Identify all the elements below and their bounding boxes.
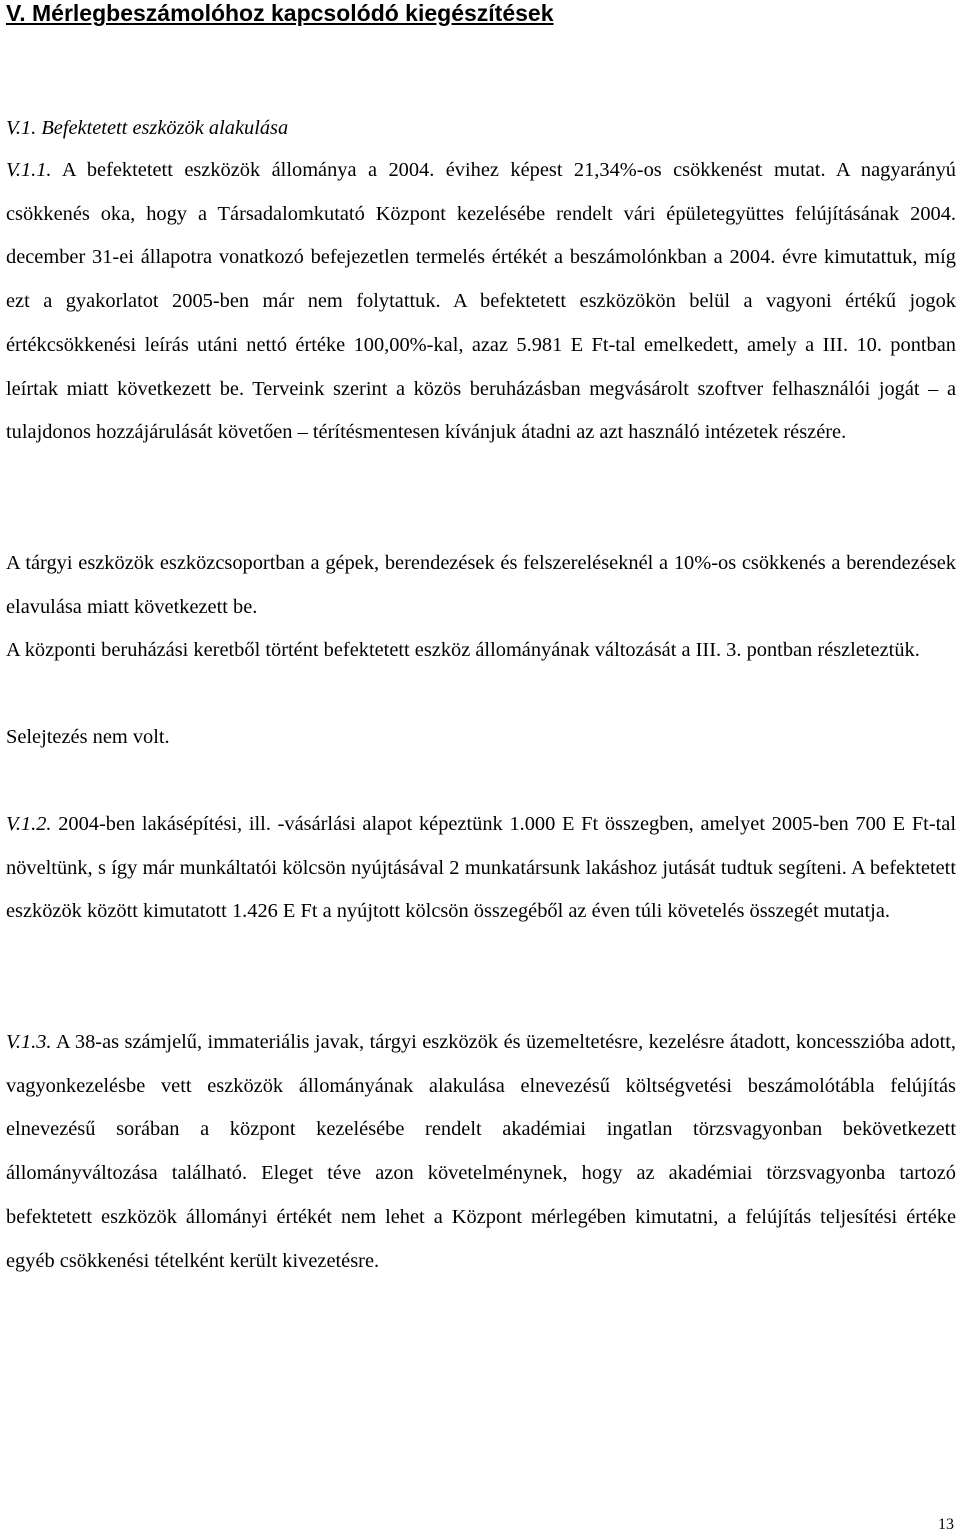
paragraph-text: 2004-ben lakásépítési, ill. -vásárlási alapot képeztünk 1.000 E Ft összegben, amelyet 2005-ben 700 E Ft-tal növeltünk, s így már munkáltatói kölcsön nyújtásával 2 munkatársunk lakáshoz jutását tudtuk segíteni. A befektetett eszközök között kimutatott 1.426 E Ft a nyújtott kölcsön összegéből az éven túli követelés összegét mutatja. — [6, 813, 956, 923]
paragraph-v-1-3 — [6, 1021, 956, 1283]
section-title: V. Mérlegbeszámolóhoz kapcsolódó kiegészítések — [6, 0, 554, 26]
paragraph-text: A tárgyi eszközök eszközcsoportban a gépek, berendezések és felszereléseknél a 10%-os csökkenés a berendezések elavulása miatt következett be. — [6, 552, 956, 618]
paragraph-text: A 38-as számjelű, immateriális javak, tárgyi eszközök és üzemeltetésre, kezelésre átadott, koncesszióba adott, vagyonkezelésbe vett eszközök állományának alakulása elnevezésű költségvetési beszámolótábla felújítás elnevezésű sorában a központ kezelésébe rendelt akadémiai ingatlan törzsvagyonban bekövetkezett állományváltozása található. Eleget téve azon követelménynek, hogy az akadémiai törzsvagyonba tartozó befektetett eszközök állományi értékét nem lehet a Központ mérlegében kimutatni, a felújítás teljesítési értéke egyéb csökkenési tételként került kivezetésre. — [6, 1031, 956, 1272]
paragraph-label: V.1.1. — [6, 159, 52, 181]
paragraph-fixed-assets — [6, 542, 956, 629]
paragraph-scrapping — [6, 716, 956, 760]
paragraph-label: V.1.3. — [6, 1031, 52, 1053]
paragraph-text: Selejtezés nem volt. — [6, 726, 170, 748]
paragraph-central-investment — [6, 629, 956, 673]
page-number: 13 — [938, 1516, 954, 1533]
paragraph-v-1-1 — [6, 149, 956, 455]
paragraph-text: A központi beruházási keretből történt befektetett eszköz állományának változását a III. 3. pontban részleteztük. — [6, 639, 920, 661]
paragraph-label: V.1.2. — [6, 813, 52, 835]
paragraph-v-1-2 — [6, 803, 956, 934]
subsection-title: V.1. Befektetett eszközök alakulása — [6, 117, 289, 139]
paragraph-text: A befektetett eszközök állománya a 2004. évihez képest 21,34%-os csökkenést mutat. A nagyarányú csökkenés oka, hogy a Társadalomkutató Központ kezelésébe rendelt vári épületegyüttes felújításának 2004. december 31-ei állapotra vonatkozó befejezetlen termelés értékét a beszámolónkban a 2004. évre kimutattuk, míg ezt a gyakorlatot 2005-ben már nem folytattuk. A befektetett eszközökön belül a vagyoni értékű jogok értékcsökkenési leírás utáni nettó értéke 100,00%-kal, azaz 5.981 E Ft-tal emelkedett, amely a III. 10. pontban leírtak miatt következett be. Terveink szerint a közös beruházásban megvásárolt szoftver felhasználói jogát – a tulajdonos hozzájárulását követően – térítésmentesen kívánjuk átadni az azt használó intézetek részére. — [6, 159, 956, 444]
